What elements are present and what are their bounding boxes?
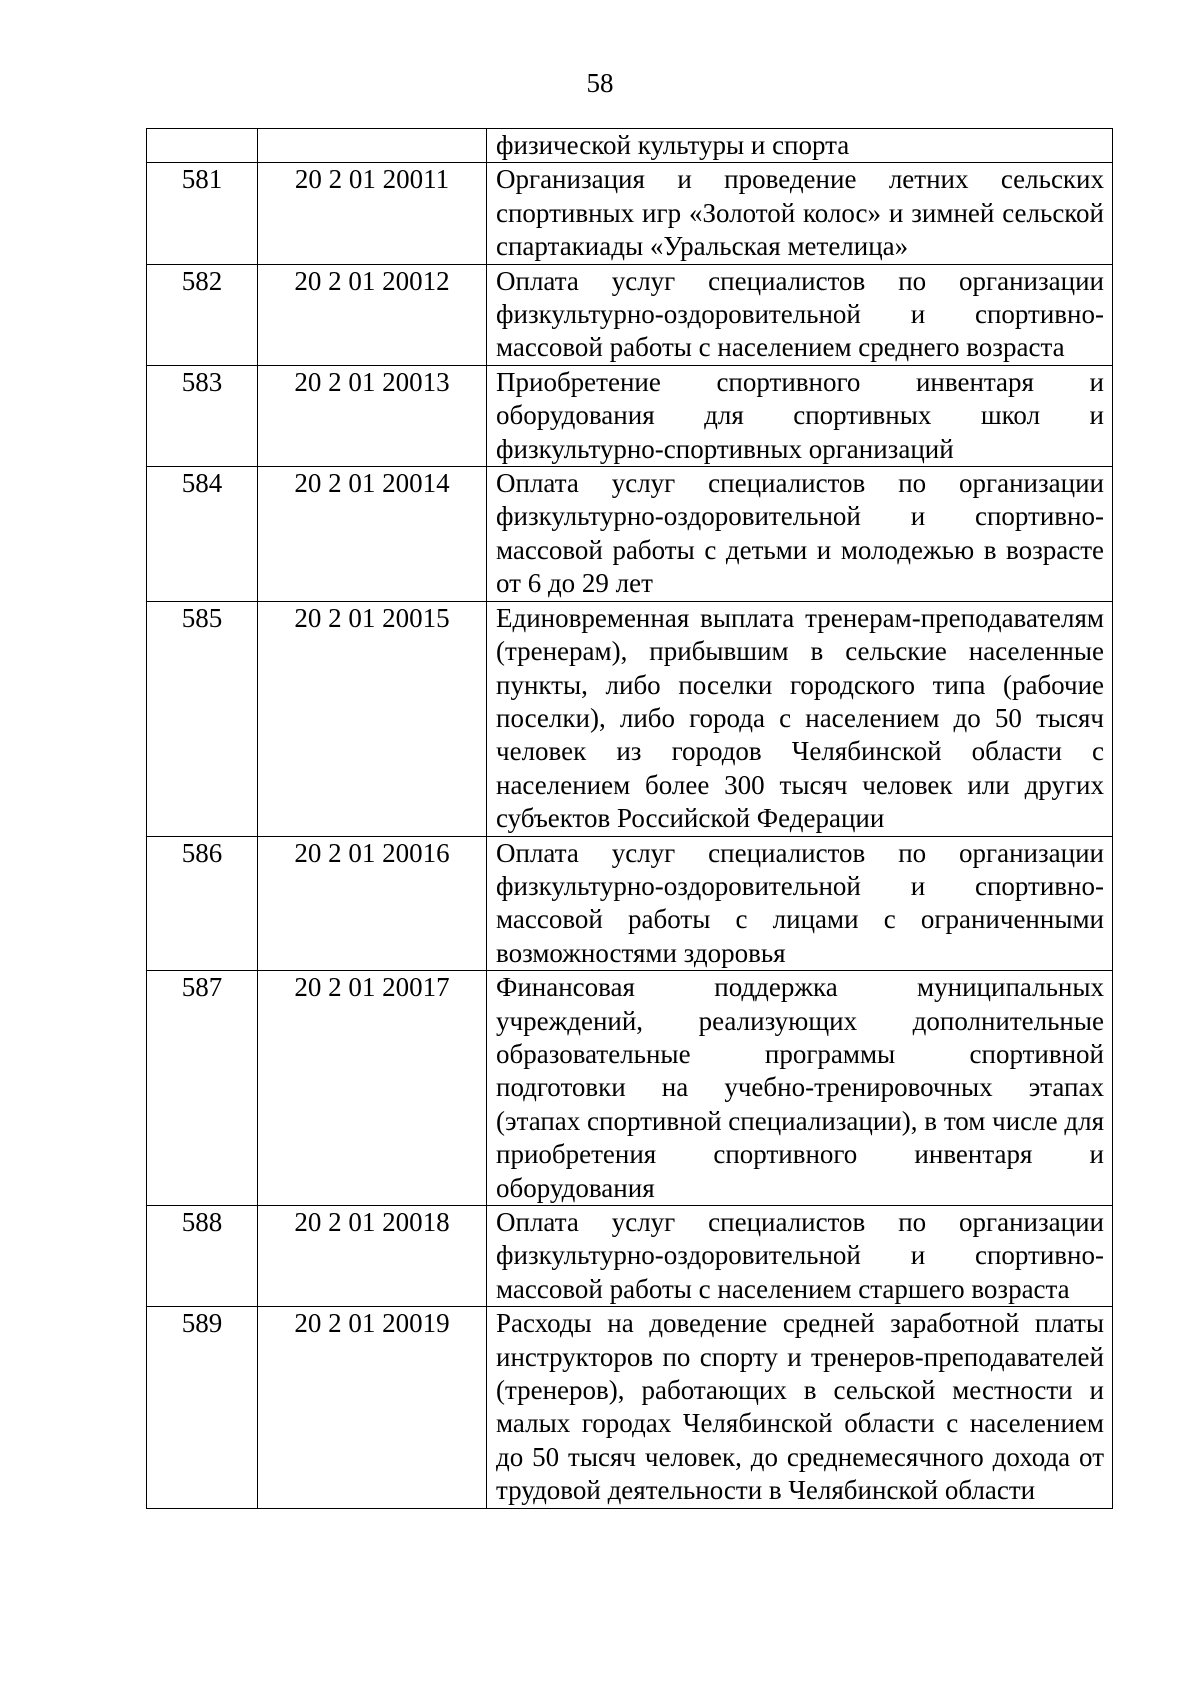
table-row-continuation (147, 129, 1113, 163)
row-number-cell: 587 (147, 971, 258, 1206)
row-description-cell: Финансовая поддержка муниципальных учреждений, реализующих дополнительные образовательные программы спортивной подготовки на учебно-тренировочных этапах (этапах спортивной специализации), в том числе для приобретения спортивного инвентаря и оборудования (487, 971, 1113, 1206)
row-description-cell: Оплата услуг специалистов по организации физкультурно-оздоровительной и спортивно-массовой работы с населением старшего возраста (487, 1206, 1113, 1307)
table-row (147, 1206, 1113, 1307)
row-code-cell: 20 2 01 20012 (258, 264, 487, 365)
row-number-cell: 584 (147, 467, 258, 602)
table-row (147, 971, 1113, 1206)
table-row (147, 601, 1113, 836)
table-row (147, 1307, 1113, 1508)
table-row (147, 365, 1113, 466)
row-number-cell: 585 (147, 601, 258, 836)
table-row (147, 836, 1113, 971)
table-row (147, 467, 1113, 602)
row-number-cell: 588 (147, 1206, 258, 1307)
row-description-cell: физической культуры и спорта (487, 129, 1113, 163)
row-description-cell: Оплата услуг специалистов по организации физкультурно-оздоровительной и спортивно-массовой работы с детьми и молодежью в возрасте от 6 до 29 лет (487, 467, 1113, 602)
row-code-cell: 20 2 01 20015 (258, 601, 487, 836)
row-code-cell: 20 2 01 20017 (258, 971, 487, 1206)
table-row (147, 264, 1113, 365)
row-code-cell: 20 2 01 20019 (258, 1307, 487, 1508)
row-description-cell: Расходы на доведение средней заработной платы инструкторов по спорту и тренеров-преподавателей (тренеров), работающих в сельской местности и малых городах Челябинской области с населением до 50 тысяч человек, до среднемесячного дохода от трудовой деятельности в Челябинской области (487, 1307, 1113, 1508)
row-code-cell: 20 2 01 20013 (258, 365, 487, 466)
table-row (147, 163, 1113, 264)
row-code-cell: 20 2 01 20011 (258, 163, 487, 264)
row-number-cell: 589 (147, 1307, 258, 1508)
row-number-cell: 586 (147, 836, 258, 971)
row-number-cell: 583 (147, 365, 258, 466)
row-number-cell: 581 (147, 163, 258, 264)
row-code-cell: 20 2 01 20018 (258, 1206, 487, 1307)
row-code-cell (258, 129, 487, 163)
row-number-cell (147, 129, 258, 163)
page-number: 58 (586, 68, 614, 98)
row-number-cell: 582 (147, 264, 258, 365)
row-description-cell: Оплата услуг специалистов по организации физкультурно-оздоровительной и спортивно-массовой работы с населением среднего возраста (487, 264, 1113, 365)
budget-classification-table (146, 128, 1113, 1509)
row-description-cell: Организация и проведение летних сельских спортивных игр «Золотой колос» и зимней сельской спартакиады «Уральская метелица» (487, 163, 1113, 264)
row-code-cell: 20 2 01 20014 (258, 467, 487, 602)
row-description-cell: Единовременная выплата тренерам-преподавателям (тренерам), прибывшим в сельские населенные пункты, либо поселки городского типа (рабочие поселки), либо города с населением до 50 тысяч человек из городов Челябинской области с населением более 300 тысяч человек или других субъектов Российской Федерации (487, 601, 1113, 836)
row-code-cell: 20 2 01 20016 (258, 836, 487, 971)
row-description-cell: Приобретение спортивного инвентаря и оборудования для спортивных школ и физкультурно-спортивных организаций (487, 365, 1113, 466)
row-description-cell: Оплата услуг специалистов по организации физкультурно-оздоровительной и спортивно-массовой работы с лицами с ограниченными возможностями здоровья (487, 836, 1113, 971)
